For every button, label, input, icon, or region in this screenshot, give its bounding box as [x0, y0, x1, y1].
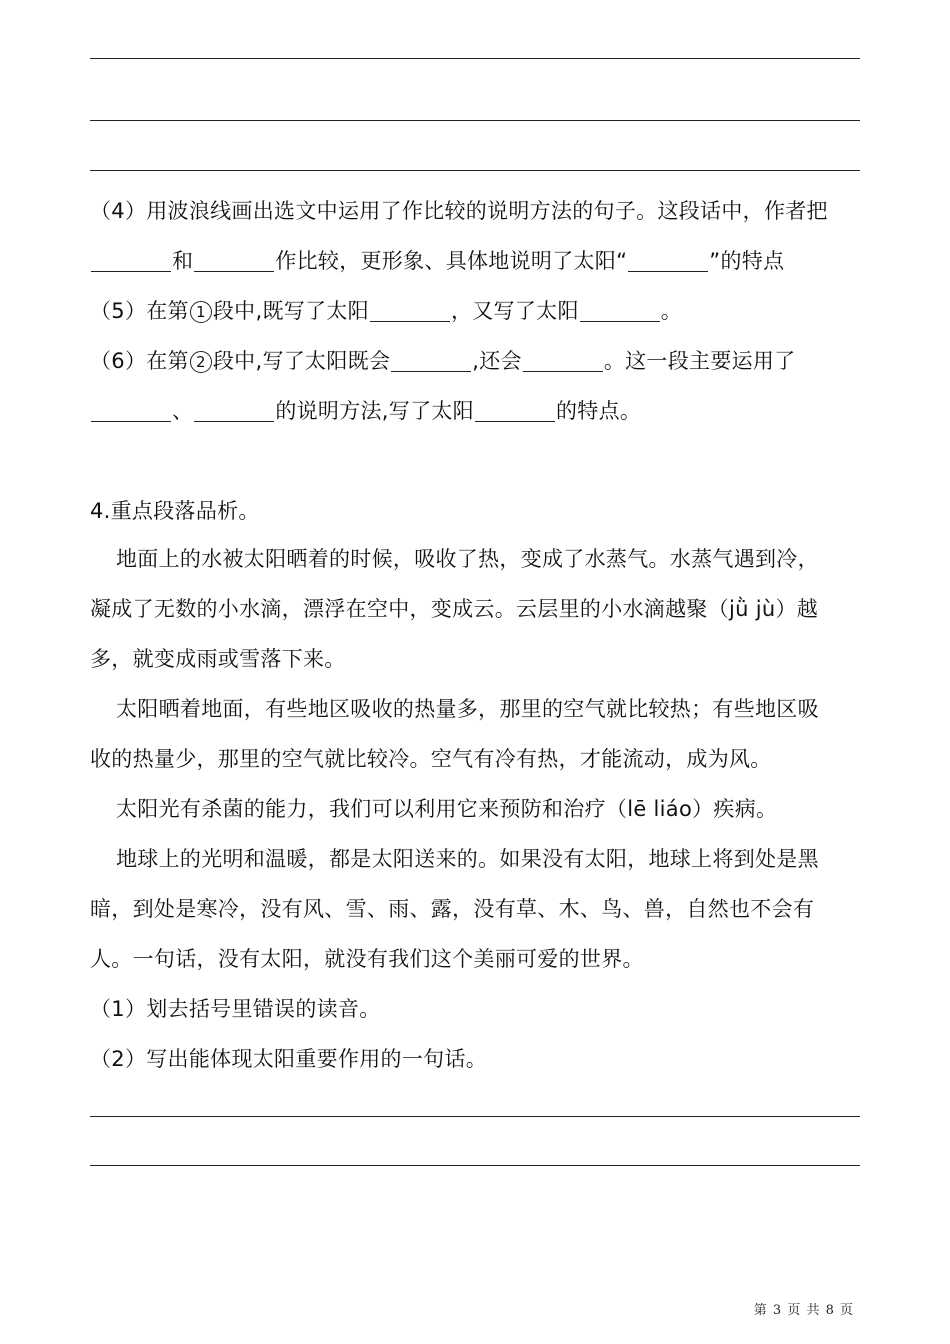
page-footer: 第 3 页 共 8 页	[753, 1303, 854, 1318]
q4-line-2: 和 作比较，更形象、具体地说明了太阳“ ”的特点	[90, 246, 870, 276]
fill-blank[interactable]	[475, 399, 555, 422]
q4-line-1: （4）用波浪线画出选文中运用了作比较的说明方法的句子。这段话中，作者把	[90, 199, 828, 223]
paragraph-line: 收的热量少，那里的空气就比较冷。空气有冷有热，才能流动，成为风。	[90, 747, 772, 771]
fill-blank[interactable]	[91, 399, 171, 422]
answer-line	[90, 58, 860, 59]
paragraph-line: 太阳光有杀菌的能力，我们可以利用它来预防和治疗（lē liáo）疾病。	[116, 797, 778, 821]
paragraph-line: 人。一句话，没有太阳，就没有我们这个美丽可爱的世界。	[90, 947, 644, 971]
answer-line	[90, 170, 860, 171]
fill-blank[interactable]	[194, 399, 274, 422]
paragraph-line: 地面上的水被太阳晒着的时候，吸收了热，变成了水蒸气。水蒸气遇到冷，	[116, 547, 819, 571]
answer-line[interactable]	[90, 1116, 860, 1117]
circled-number: 1	[190, 301, 212, 323]
q5-line: （5）在第 1 段中,既写了太阳 ，又写了太阳 。	[90, 299, 683, 323]
fill-blank[interactable]	[523, 349, 603, 372]
fill-blank[interactable]	[580, 299, 660, 322]
answer-line[interactable]	[90, 1165, 860, 1166]
paragraph-line: 太阳晒着地面，有些地区吸收的热量多，那里的空气就比较热；有些地区吸	[116, 697, 819, 721]
paragraph-line: 多，就变成雨或雪落下来。	[90, 647, 346, 671]
question-1: （1）划去括号里错误的读音。	[90, 997, 381, 1021]
question-2: （2）写出能体现太阳重要作用的一句话。	[90, 1047, 488, 1071]
fill-blank[interactable]	[628, 249, 708, 272]
fill-blank[interactable]	[194, 249, 274, 272]
paragraph-line: 地球上的光明和温暖，都是太阳送来的。如果没有太阳，地球上将到处是黑	[116, 847, 819, 871]
section-heading: 4.重点段落品析。	[90, 499, 260, 523]
fill-blank[interactable]	[91, 249, 171, 272]
fill-blank[interactable]	[370, 299, 450, 322]
answer-line	[90, 120, 860, 121]
fill-blank[interactable]	[391, 349, 471, 372]
q6-line-1: （6）在第 2 段中,写了太阳既会 ,还会 。这一段主要运用了	[90, 349, 796, 373]
q6-line-2: 、 的说明方法,写了太阳 的特点。	[90, 396, 870, 426]
circled-number: 2	[190, 351, 212, 373]
paragraph-line: 凝成了无数的小水滴，漂浮在空中，变成云。云层里的小水滴越聚（jǜ jù）越	[90, 597, 819, 621]
paragraph-line: 暗，到处是寒冷，没有风、雪、雨、露，没有草、木、鸟、兽，自然也不会有	[90, 897, 815, 921]
